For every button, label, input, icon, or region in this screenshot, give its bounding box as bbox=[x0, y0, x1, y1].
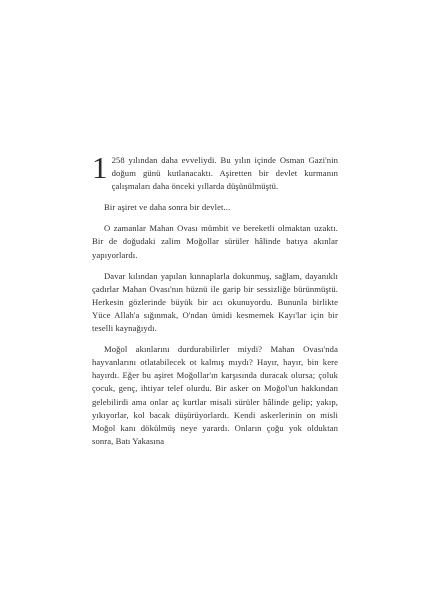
opening-paragraph bbox=[92, 150, 338, 193]
body-text bbox=[92, 150, 338, 456]
paragraph: O zamanlar Mahan Ovası mümbit ve bereketli olmaktan uzaktı. Bir de doğudaki zalim Moğollar sürüler hâlinde batıya akınlar yapıyorlardı. bbox=[92, 223, 338, 260]
paragraph: Moğol akınlarını durdurabilirler miydi? Mahan Ovası'nda hayvanlarını otlatabilecek ot kalmış mıydı? Hayır, hayır, bin kere hayırdı. Eğer bu aşiret Moğollar'ın karşısında duracak olursa; çoluk çocuk, genç, ihtiyar telef olurdu. Bir asker on Moğol'un hakkından gelebilirdi ama onlar aç kurtlar misali sürüler hâlinde gelip; yakıp, yıkıyorlar, kol bacak düşürüyorlardı. Kendi askerlerinin on misli Moğol kanı dökülmüş neye yarardı. Onların çoğu yok olduktan sonra, Batı Yakasına bbox=[92, 344, 338, 446]
drop-cap: 1 bbox=[92, 150, 108, 185]
paragraph: Bir aşiret ve daha sonra bir devlet... bbox=[104, 202, 231, 213]
opening-paragraph-text: 258 yılından daha evveliydi. Bu yılın içinde Osman Gazi'nin doğum günü kutlanacaktı. Aşiretten bir devlet kurmanın çalışmaları daha önceki yıllarda düşünülmüştü. bbox=[111, 155, 338, 192]
paragraph: Davar kılından yapılan kınnaplarla dokunmuş, sağlam, dayanıklı çadırlar Mahan Ovası'nın hüznü ile garip bir sessizliğe bürünmüştü. Herkesin gözlerinde büyük bir acı okunuyordu. Bununla birlikte Yüce Allah'a sığınmak, O'ndan ümidi kesmemek Kayı'lar için bir teselli kaynağıydı. bbox=[92, 270, 338, 334]
